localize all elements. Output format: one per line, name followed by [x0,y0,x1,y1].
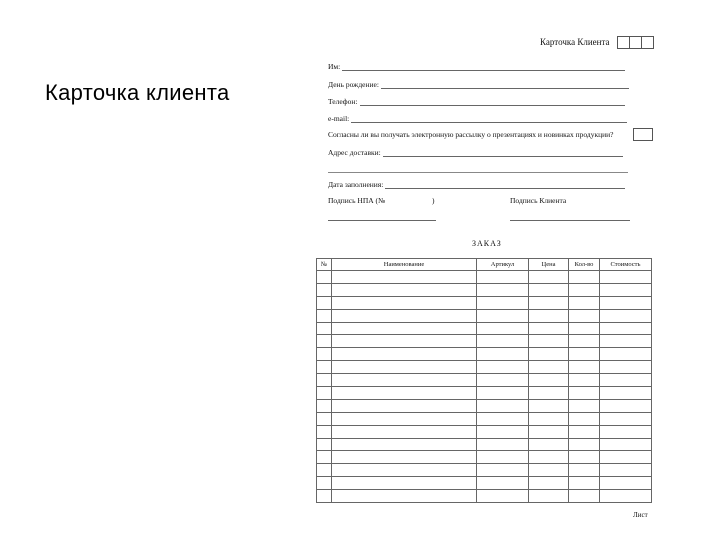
table-cell[interactable] [317,490,332,503]
col-price: Цена [529,259,569,271]
field-birthday-label: День рождение: [328,80,379,89]
table-cell[interactable] [332,374,477,387]
table-cell[interactable] [600,464,652,477]
table-cell[interactable] [332,361,477,374]
table-cell[interactable] [529,348,569,361]
table-cell[interactable] [600,451,652,464]
table-cell[interactable] [600,490,652,503]
signature-npa-label: Подпись НПА (№ [328,196,386,205]
table-cell[interactable] [332,425,477,438]
field-email-label: e-mail: [328,114,350,123]
table-cell[interactable] [569,412,600,425]
col-quantity: Кол-во [569,259,600,271]
table-cell[interactable] [600,387,652,400]
table-cell[interactable] [529,477,569,490]
signature-npa-close: ) [432,196,435,205]
table-cell[interactable] [317,348,332,361]
table-cell[interactable] [317,451,332,464]
table-cell[interactable] [529,335,569,348]
table-cell[interactable] [477,464,529,477]
table-cell[interactable] [317,335,332,348]
table-cell[interactable] [600,322,652,335]
table-cell[interactable] [569,477,600,490]
table-row [317,322,652,335]
table-cell[interactable] [569,464,600,477]
table-cell[interactable] [569,283,600,296]
order-title: ЗАКАЗ [472,239,502,248]
table-cell[interactable] [529,309,569,322]
table-cell[interactable] [477,425,529,438]
table-cell[interactable] [600,438,652,451]
table-row [317,335,652,348]
signature-client-label: Подпись Клиента [510,196,567,205]
table-cell[interactable] [477,412,529,425]
table-row [317,438,652,451]
table-row [317,374,652,387]
table-cell[interactable] [600,412,652,425]
field-phone-label: Телефон: [328,97,358,106]
table-cell[interactable] [529,374,569,387]
table-cell[interactable] [332,335,477,348]
field-address-line[interactable] [383,148,623,157]
table-cell[interactable] [529,387,569,400]
table-row [317,464,652,477]
table-cell[interactable] [529,490,569,503]
table-cell[interactable] [332,464,477,477]
table-cell[interactable] [477,477,529,490]
table-cell[interactable] [332,490,477,503]
field-name-label: Им: [328,62,341,71]
table-cell[interactable] [600,399,652,412]
table-cell[interactable] [569,451,600,464]
table-cell[interactable] [569,335,600,348]
table-cell[interactable] [477,296,529,309]
field-name [328,62,625,71]
newsletter-question-text: Согласны ли вы получать электронную рассылку о презентациях и новинках продукции? [328,130,614,139]
table-row [317,283,652,296]
table-cell[interactable] [317,464,332,477]
field-address [328,148,623,157]
table-cell[interactable] [317,425,332,438]
table-cell[interactable] [332,296,477,309]
table-cell[interactable] [569,271,600,284]
table-cell[interactable] [317,283,332,296]
table-cell[interactable] [477,438,529,451]
table-row [317,477,652,490]
table-cell[interactable] [600,335,652,348]
table-cell[interactable] [477,322,529,335]
table-cell[interactable] [477,399,529,412]
table-row [317,296,652,309]
table-cell[interactable] [477,309,529,322]
col-number: № [317,259,332,271]
table-cell[interactable] [332,322,477,335]
table-row [317,425,652,438]
table-cell[interactable] [332,283,477,296]
table-cell[interactable] [569,374,600,387]
table-row [317,412,652,425]
table-cell[interactable] [332,399,477,412]
table-cell[interactable] [529,271,569,284]
table-row [317,309,652,322]
table-cell[interactable] [529,464,569,477]
table-row [317,399,652,412]
table-cell[interactable] [600,425,652,438]
table-cell[interactable] [317,271,332,284]
table-cell[interactable] [332,387,477,400]
table-row [317,361,652,374]
table-cell[interactable] [477,387,529,400]
table-cell[interactable] [600,296,652,309]
field-birthday-line[interactable] [381,80,629,89]
table-cell[interactable] [529,425,569,438]
table-cell[interactable] [569,322,600,335]
table-cell[interactable] [332,412,477,425]
order-body [317,271,652,503]
field-name-line[interactable] [342,62,625,71]
col-article: Артикул [477,259,529,271]
table-row [317,451,652,464]
table-cell[interactable] [569,425,600,438]
table-cell[interactable] [317,477,332,490]
table-cell[interactable] [477,490,529,503]
table-cell[interactable] [569,296,600,309]
table-cell[interactable] [600,271,652,284]
table-cell[interactable] [332,271,477,284]
table-cell[interactable] [529,296,569,309]
table-cell[interactable] [477,283,529,296]
sheet-label: Лист [633,511,648,519]
table-cell[interactable] [477,335,529,348]
field-email-line[interactable] [351,114,627,123]
newsletter-checkbox[interactable] [633,128,653,141]
table-cell[interactable] [569,438,600,451]
table-cell[interactable] [529,412,569,425]
table-cell[interactable] [529,399,569,412]
table-cell[interactable] [529,361,569,374]
table-cell[interactable] [317,361,332,374]
order-header-row [317,259,652,271]
table-cell[interactable] [529,283,569,296]
col-cost: Стоимость [600,259,652,271]
table-cell[interactable] [529,438,569,451]
table-cell[interactable] [332,438,477,451]
signature-npa-line [328,220,436,221]
field-address-label: Адрес доставки: [328,148,381,157]
table-cell[interactable] [477,361,529,374]
table-cell[interactable] [332,477,477,490]
table-cell[interactable] [569,387,600,400]
field-phone-line[interactable] [360,97,625,106]
newsletter-question [328,130,614,139]
table-cell[interactable] [600,477,652,490]
table-row [317,490,652,503]
table-cell[interactable] [569,361,600,374]
table-cell[interactable] [477,374,529,387]
table-cell[interactable] [600,348,652,361]
table-cell[interactable] [332,348,477,361]
table-row [317,271,652,284]
field-birthday [328,80,629,89]
table-cell[interactable] [569,399,600,412]
table-cell[interactable] [529,451,569,464]
table-cell[interactable] [569,348,600,361]
table-row [317,387,652,400]
order-table [316,258,652,503]
table-cell[interactable] [600,361,652,374]
table-cell[interactable] [317,309,332,322]
table-cell[interactable] [600,309,652,322]
table-cell[interactable] [332,309,477,322]
card-header: Карточка Клиента [540,37,610,47]
table-cell[interactable] [317,296,332,309]
table-cell[interactable] [477,348,529,361]
col-name: Наименование [332,259,477,271]
table-cell[interactable] [317,412,332,425]
field-phone [328,97,625,106]
table-cell[interactable] [332,451,477,464]
slide-title: Карточка клиента [45,80,230,105]
field-fill-date-label: Дата заполнения: [328,180,384,189]
table-cell[interactable] [477,451,529,464]
table-cell[interactable] [317,374,332,387]
table-cell[interactable] [477,271,529,284]
table-cell[interactable] [317,438,332,451]
table-cell[interactable] [317,387,332,400]
field-email [328,114,627,123]
table-cell[interactable] [600,283,652,296]
table-cell[interactable] [569,309,600,322]
field-fill-date [328,180,625,189]
address-extra-line [328,172,628,173]
table-cell[interactable] [600,374,652,387]
table-cell[interactable] [569,490,600,503]
table-cell[interactable] [529,322,569,335]
table-cell[interactable] [317,399,332,412]
signature-client-line [510,220,630,221]
field-fill-date-line[interactable] [385,180,625,189]
table-row [317,348,652,361]
client-card-document [300,30,660,530]
card-number-boxes [618,36,654,49]
table-cell[interactable] [317,322,332,335]
